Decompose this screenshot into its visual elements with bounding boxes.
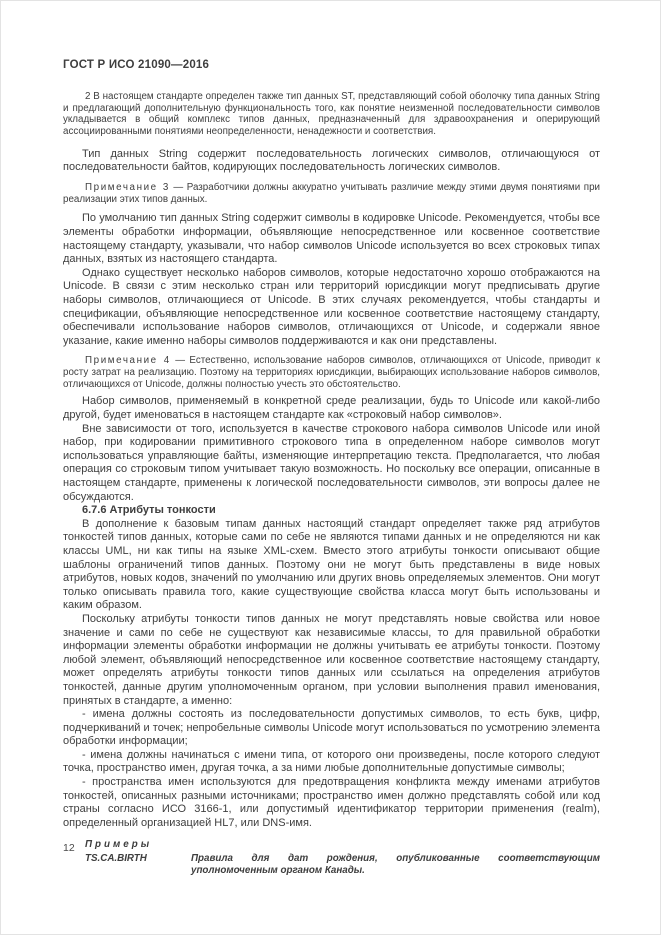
note-4-text: — Естественно, использование наборов символов, отличающихся от Unicode, приводит к росту затрат на реализацию. Поэтому на территориях юрисдикции, выбирающих использование наборов символов, отличающихся от Unicode, должны полностью учесть это обстоятельство. bbox=[63, 355, 600, 390]
naming-rule-item-3: - пространства имен используются для предотвращения конфликта между именами атрибутов тонкостей, описанных разными источниками; пространство имен должно представлять собой или код страны согласно ИСО 3166-1, или допустимый идентификатор территории применения (realm), определенный организацией HL7, или DNS-имя. bbox=[63, 776, 600, 829]
paragraph-flavors-intro: В дополнение к базовым типам данных настоящий стандарт определяет также ряд атрибутов тонкостей типов данных, которые сами по себе не являются типами данных и не определяются ни как классы UML, ни как типы на языке XML-схем. Вместо этого атрибуты тонкости описывают общие шаблоны ограничений типов данных. Поэтому они не могут быть представлены в виде новых атрибутов, новых кодов, значений по умолчанию или других вновь определяемых элементов. Они могут только описывать правила того, какие существующие свойства класса могут быть использованы и каким образом. bbox=[63, 517, 600, 612]
page-content bbox=[63, 59, 600, 877]
paragraph-unicode-default: По умолчанию тип данных String содержит символы в кодировке Unicode. Рекомендуется, чтобы все элементы обработки информации, объявляющие непосредственное или косвенное соответствие настоящему стандарту, указывали, что набор символов Unicode используется во всех строковых типах данных, взятых из настоящего стандарта. bbox=[63, 212, 600, 266]
page-number: 12 bbox=[63, 842, 75, 854]
example-term: TS.CA.BIRTH bbox=[85, 852, 147, 864]
paragraph-charset-naming: Набор символов, применяемый в конкретной среде реализации, будь то Unicode или какой-либо другой, будет именоваться в настоящем стандарте как «строковый набор символов». bbox=[63, 395, 600, 422]
note-3-label: Примечание 3 bbox=[85, 182, 170, 193]
naming-rule-item-2: - имена должны начинаться с имени типа, от которого они произведены, после которого следуют точка, пространство имен, другая точка, а за ними любые дополнительные допустимые символы; bbox=[63, 748, 600, 775]
section-heading-6-7-6: 6.7.6 Атрибуты тонкости bbox=[82, 504, 216, 517]
naming-rule-item-1: - имена должны состоять из последовательности допустимых символов, то есть букв, цифр, подчеркиваний и точек; непробельные символы Unicode могут использоваться по усмотрению элемента обработки информации; bbox=[63, 708, 600, 748]
note-3 bbox=[63, 182, 600, 205]
paragraph-other-charsets: Однако существует несколько наборов символов, которые недостаточно хорошо отображаются на Unicode. В связи с этим несколько стран или территорий юрисдикции могут предписывать другие наборы символов, отличающиеся от Unicode. В этих случаях рекомендуется, чтобы стандарты и спецификации, объявляющие непосредственное или косвенное соответствие настоящему стандарту, обеспечивали использование наборов символов, отличающихся от Unicode, и содержали явное указание, какие именно наборы символов поддерживаются и как они представлены. bbox=[63, 266, 600, 347]
note-4-label: Примечание 4 bbox=[85, 355, 171, 367]
example-row bbox=[85, 853, 600, 877]
document-header: ГОСТ Р ИСО 21090—2016 bbox=[63, 59, 210, 71]
paragraph-string-type: Тип данных String содержит последовательность логических символов, отличающуюся от последовательности байтов, кодирующих последовательность логических символов. bbox=[63, 147, 600, 174]
note-3-text: — Разработчики должны аккуратно учитывать различие между этими двумя понятиями при реализации этих типов данных. bbox=[63, 182, 600, 205]
paragraph-flavors-rules: Поскольку атрибуты тонкости типов данных не могут представлять новые свойства или новое значение и сами по себе не существуют как независимые классы, то для правильной обработки информации элементы обработки информации не должны учитывать ее атрибуты тонкости. Поэтому любой элемент, объявляющий непосредственное или косвенное соответствие настоящему стандарту, может определять атрибуты тонкости типов данных или ссылаться на определения атрибутов тонкостей, данные другим уполномоченным органом, при условии выполнения правил именования, принятых в стандарте, а именно: bbox=[63, 612, 600, 707]
example-definition: Правила для дат рождения, опубликованные соответствующим уполномоченным органом Канады. bbox=[191, 852, 600, 876]
examples-label: Примеры bbox=[85, 839, 153, 851]
examples-block bbox=[63, 839, 600, 877]
note2-continuation-paragraph: 2 В настоящем стандарте определен также тип данных ST, представляющий собой оболочку типа данных String и предлагающий дополнительную функциональность того, как понятие неизменной последовательности символов укладывается в общий комплекс типов данных, предназначенный для здравоохранения и оперирующий ассоциированными понятиями неопределенности, ненадежности и соответствия. bbox=[63, 91, 600, 138]
paragraph-control-bytes: Вне зависимости от того, используется в качестве строкового набора символов Unicode или иной набор, при кодировании примитивного строкового типа в определенном наборе символов могут использоваться управляющие байты, изменяющие интерпретацию текста. Предполагается, что любая операция со строковым типом учитывает такую возможность. Но поскольку все операции, описанные в настоящем стандарте, применены к логической последовательности символов, эти вопросы далее не обсуждаются. bbox=[63, 422, 600, 503]
note-4 bbox=[63, 355, 600, 390]
